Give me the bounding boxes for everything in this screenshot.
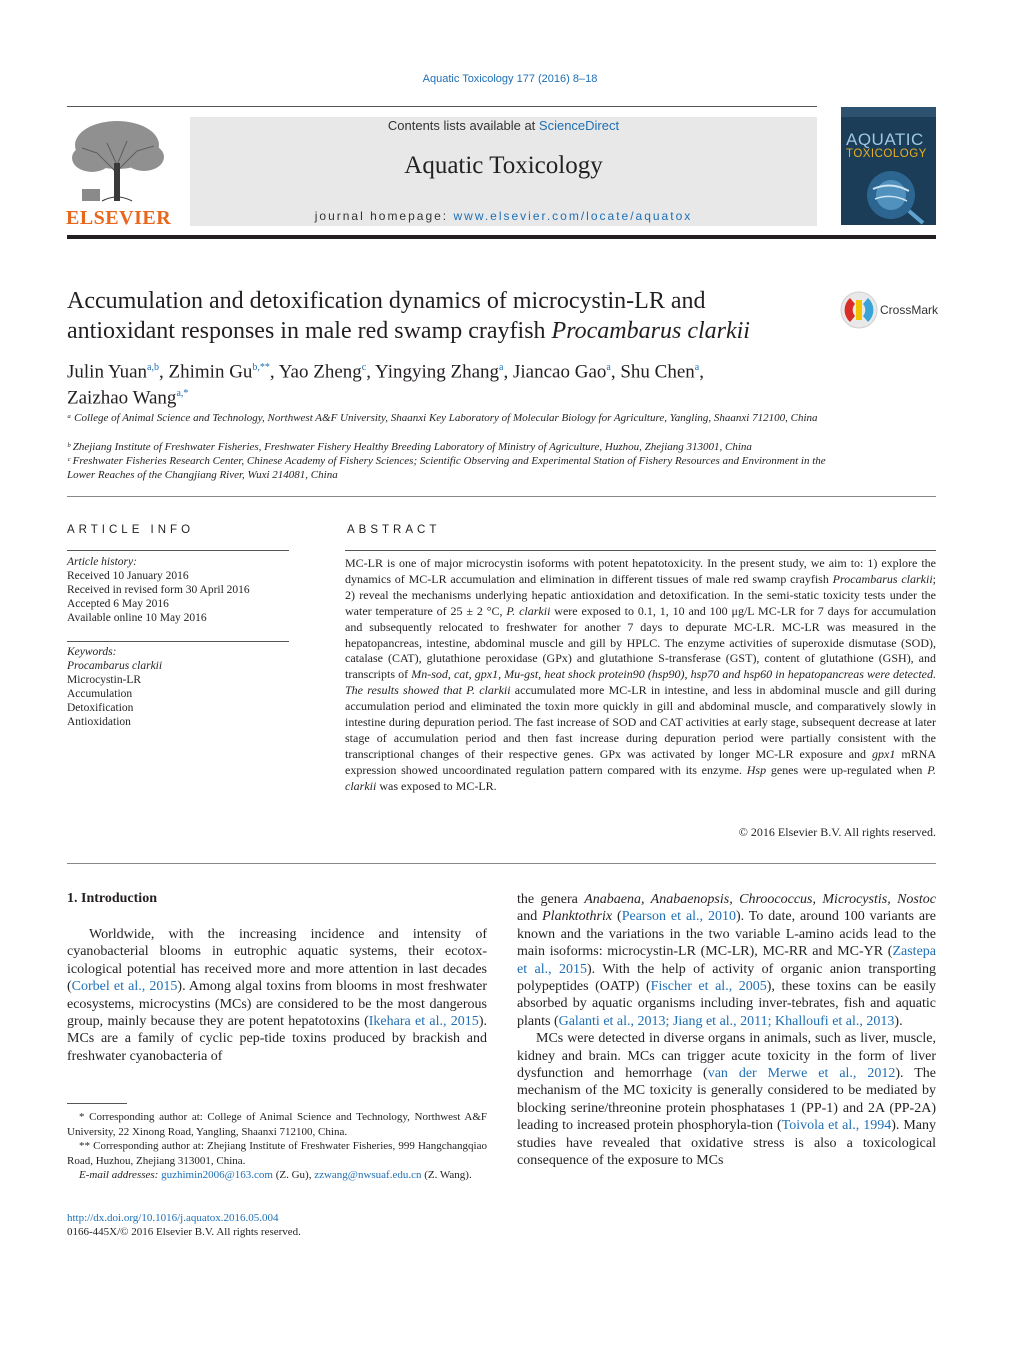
author-name[interactable]: Zaizhao Wang: [67, 387, 177, 409]
author-list: Julin Yuan$^{a,b}$, Zhimin $Gu^{b,**}$, Yao Zheng$^c$, Yingying Zhang$^a$, Jiancao Gao$^a$, Shu Chen$^a$, Zaizhao Wang$^{a,*}$: [67, 361, 704, 409]
author-name[interactable]: Zhimin Gu: [168, 361, 253, 383]
cover-art-icon: [841, 107, 936, 225]
citation-link[interactable]: Fischer et al., 2005: [650, 979, 767, 995]
article-info-heading: ARTICLE INFO: [67, 524, 195, 536]
keywords-label: Keywords:: [67, 646, 117, 658]
body-divider: [67, 863, 936, 864]
citation-link[interactable]: Zastepa et al., 2015: [517, 944, 936, 977]
introduction-heading: 1. Introduction: [67, 891, 157, 906]
paragraph: the genera Anabaena, Anabaenopsis, Chroococcus, Microcystis, Nostoc and Planktothrix (Pearson et al., 2010). To date, around 100 variants are known and the variations in the two variable L-amino acids lead to the main isoforms: microcystin-LR (MC-LR), MC-RR and MC-YR (Zastepa et al., 2015). With the help of activity of organic anion transporting polypeptides (OATP) (Fischer et al., 2005), these toxins can be easily absorbed by aquatic organisms including inver-tebrates, fish and aquatic plants (Galanti et al., 2013; Jiang et al., 2011; Khalloufi et al., 2013).: [517, 892, 937, 1029]
keyword-item: Antioxidation: [67, 716, 131, 728]
keywords-block: [67, 645, 289, 729]
citation-link[interactable]: Toivola et al., 1994: [781, 1118, 892, 1134]
crossmark-label: CrossMark: [880, 303, 939, 317]
header-thick-divider: [67, 235, 936, 239]
affiliation-c: ᶜ Freshwater Fisheries Research Center, Chinese Academy of Fishery Sciences; Scientific Observing and Experimental Station of Fishery Resources and Environment in the Lower Reaches of the Changjiang River, Wuxi 214081, China: [67, 455, 826, 481]
abstract-divider: [345, 550, 936, 551]
abstract-heading: ABSTRACT: [347, 524, 441, 536]
email-link[interactable]: zzwang@nwsuaf.edu.cn: [314, 1169, 422, 1181]
journal-title: Aquatic Toxicology: [404, 152, 603, 179]
author-affiliation-mark[interactable]: a: [694, 362, 700, 373]
contents-prefix: Contents lists available at: [387, 118, 539, 133]
paragraph: MCs were detected in diverse organs in animals, such as liver, muscle, kidney and brain. MCs can trigger acute toxicity in the form of liver dysfunction and hemorrhage (van der Merwe et al., 2012). The mechanism of the MC toxicity is generally considered to be mediated by blocking serine/threonine protein phosphatases 1 (PP-1) and 2A (PP-2A) leading to increased protein phosphoryla-tion (Toivola et al., 1994). Many studies have revealed that oxidative stress is also a toxicological consequence of the exposure to MCs: [517, 1031, 936, 1169]
section-divider: [67, 496, 936, 497]
keywords-divider: [67, 641, 289, 642]
abstract-text: MC-LR is one of major microcystin isoforms with potent hepatotoxicity. In the present study, we aim to: 1) explore the dynamics of MC-LR accumulation and elimination in different tissues of male red swamp crayfish Procambarus clarkii; 2) reveal the mechanisms underlying hepatic antioxidation and detoxification. In the semi-static toxicity tests under the water temperature of 25 ± 2 °C, P. clarkii were exposed to 0.1, 1, 10 and 100 μg/L MC-LR for 7 days for accumulation and subsequently relocated to freshwater for another 7 days to depurate MC-LR. MC-LR was measured in the hepatopancreas, intestine, abdominal muscle and gill by HPLC. The enzyme activities of superoxide dismutase (SOD), catalase (CAT), glutathione peroxidase (GPx) and glutathione S-transferase (GST), content of glutathione (GSH), and transcripts of Mn-sod, cat, gpx1, Mu-gst, heat shock protein90 (hsp90), hsp70 and hsp60 in hepatopancreas were detected. The results showed that P. clarkii accumulated more MC-LR in intestine, and less in abdominal muscle and gill during accumulation period and eliminated the toxin more quickly in gill and abdominal muscle, and comparatively slowly in intestine during depuration period. The fast increase of SOD and CAT activities at early stage, subsequent decrease at later stage of accumulation period and then fast increase during depuration period were partially consistent with the transcriptional changes of their respective genes. GPx was activated by longer MC-LR exposure and gpx1 mRNA expression showed uncoordinated regulation pattern compared with its enzyme. Hsp genes were up-regulated when P. clarkii was exposed to MC-LR.: [345, 556, 937, 793]
article-title: [67, 286, 827, 346]
title-line-2: antioxidant responses in male red swamp crayfish Procambarus clarkii: [67, 318, 750, 344]
sciencedirect-link[interactable]: ScienceDirect: [538, 118, 620, 133]
abstract-copyright: © 2016 Elsevier B.V. All rights reserved.: [738, 825, 936, 839]
citation-link[interactable]: Galanti et al., 2013; Jiang et al., 2011; Khalloufi et al., 2013: [558, 1013, 895, 1029]
article-history: [67, 555, 289, 625]
affiliation-b: ᵇ Zhejiang Institute of Freshwater Fisheries, Freshwater Fishery Healthy Breeding Laboratory of Ministry of Agriculture, Huzhou, Zhejiang 313001, China: [67, 441, 752, 453]
journal-cover-image[interactable]: [841, 107, 936, 225]
contents-availability: [190, 118, 817, 133]
introduction-right-column: [517, 891, 936, 1170]
keyword-item: Detoxification: [67, 702, 134, 714]
citation-link[interactable]: van der Merwe et al., 2012: [707, 1066, 896, 1082]
author-affiliation-mark[interactable]: a,*: [176, 388, 189, 400]
author-name[interactable]: Shu Chen: [620, 361, 695, 383]
author-name[interactable]: Jiancao Gao: [513, 361, 607, 383]
cover-title-aquatic: AQUATIC: [846, 130, 924, 149]
citation-link[interactable]: Corbel et al., 2015: [71, 979, 178, 995]
author-affiliation-mark[interactable]: a: [606, 362, 611, 373]
author-name[interactable]: Julin Yuan: [67, 361, 148, 383]
doi-link[interactable]: http://dx.doi.org/10.1016/j.aquatox.2016.05.004: [67, 1212, 279, 1224]
introduction-left-column: Worldwide, with the increasing incidence and intensity of cyanobacterial blooms in eutrophic aquatic systems, their ecotox-icological potential has received more and more attention in last decades (Corbel et al., 2015). Among algal toxins from blooms in most freshwater ecosystems, microcystins (MCs) are considered to be the most dangerous group, mainly because they are potent hepatotoxins (Ikehara et al., 2015). MCs are a family of cyclic pep-tide toxins produced by brackish and freshwater cyanobacteria of: [67, 927, 487, 1064]
issn-copyright: 0166-445X/© 2016 Elsevier B.V. All rights reserved.: [67, 1226, 301, 1238]
article-info-divider: [67, 550, 289, 551]
species-name: Procambarus clarkii: [551, 318, 750, 344]
citation-link[interactable]: Ikehara et al., 2015: [368, 1014, 479, 1030]
homepage-link[interactable]: www.elsevier.com/locate/aquatox: [453, 209, 693, 223]
homepage-prefix: journal homepage:: [314, 209, 454, 223]
footnotes: [67, 1110, 487, 1183]
keyword-item: Microcystin-LR: [67, 674, 142, 686]
title-line-1: Accumulation and detoxification dynamics of microcystin-LR and: [67, 288, 706, 314]
history-label: Article history:: [67, 556, 137, 568]
history-online: Available online 10 May 2016: [67, 612, 207, 624]
author-affiliation-mark[interactable]: a: [499, 362, 504, 373]
history-accepted: Accepted 6 May 2016: [67, 598, 169, 610]
email-link[interactable]: guzhimin2006@163.com: [161, 1169, 273, 1181]
author-affiliation-mark[interactable]: c: [361, 362, 367, 373]
author-name[interactable]: Yingying Zhang: [375, 361, 500, 383]
history-received: Received 10 January 2016: [67, 570, 189, 582]
keyword-item: Procambarus clarkii: [67, 660, 163, 672]
crossmark-badge[interactable]: [840, 290, 950, 330]
author-affiliation-mark[interactable]: a,b: [147, 362, 159, 373]
journal-homepage: [190, 209, 817, 223]
affiliation-a: ᵃ College of Animal Science and Technology, Northwest A&F University, Shaanxi Key Laboratory of Molecular Biology for Agriculture, Yangling, Shaanxi 712100, China: [67, 412, 818, 424]
author-name[interactable]: Yao Zheng: [278, 361, 362, 383]
history-revised: Received in revised form 30 April 2016: [67, 584, 250, 596]
cover-title-toxicology: TOXICOLOGY: [846, 148, 927, 160]
footnote-emails: E-mail addresses: guzhimin2006@163.com (Z. Gu), zzwang@nwsuaf.edu.cn (Z. Wang).: [79, 1169, 472, 1181]
footnote-divider: [67, 1103, 127, 1104]
top-divider: [67, 106, 817, 107]
crossmark-icon: [840, 290, 880, 330]
citation-link[interactable]: Pearson et al., 2010: [621, 909, 736, 925]
keyword-item: Accumulation: [67, 688, 133, 700]
journal-reference-link[interactable]: Aquatic Toxicology 177 (2016) 8–18: [422, 73, 598, 85]
footnote-corresponding-1: * Corresponding author at: College of Animal Science and Technology, Northwest A&F University, 22 Xinong Road, Yangling, Shaanxi 712100, China.: [67, 1111, 487, 1138]
footnote-corresponding-2: ** Corresponding author at: Zhejiang Institute of Freshwater Fisheries, 999 Hangchangqiao Road, Huzhou, Zhejiang 313001, China.: [67, 1140, 487, 1167]
publisher-logo-text: ELSEVIER: [66, 207, 172, 229]
author-affiliation-mark[interactable]: b,**: [252, 362, 270, 373]
